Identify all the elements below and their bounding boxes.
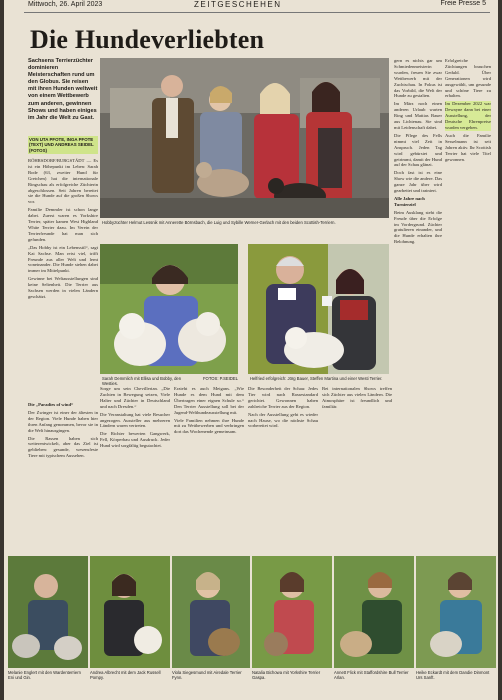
paragraph: Erzieht es auch Meigans. „Wie Hunde es dem Hund mit dem Übertragen einer eignen Schule so.“ Den Terrier Ausstellung soll bei der Jugend-Welthundeausstellung mit. bbox=[174, 386, 244, 415]
column-4 bbox=[248, 386, 318, 554]
paragraph: Viele Familien nehmen ihre Hunde mit zu Wettbewerben und verbringen dort das Wochenende gemeinsam. bbox=[174, 417, 244, 435]
paragraph: „Das Hobby ist ein Lebensstil“, sagt Kai Sachse. Man reist viel, trifft Freunde aus aller Welt und lernt voneinander. Die Hunde stehen dabei immer im Mittelpunkt. bbox=[28, 244, 98, 274]
bottom-photo-6 bbox=[416, 556, 496, 668]
bottom-caption-4: Natalia Bichowa mit Yorkshire Terrier Gaspa. bbox=[252, 670, 321, 680]
publication-name: Freie Presse 5 bbox=[440, 0, 486, 7]
photo-credit: FOTOS: P.SEIDEL bbox=[203, 376, 238, 381]
column-5 bbox=[394, 58, 442, 556]
paragraph: Die Veranstaltung hat viele Besucher angezogen. Aussteller aus mehreren Ländern waren vertreten. bbox=[100, 411, 170, 429]
bottom-photo-4 bbox=[252, 556, 332, 668]
bottom-photo-1 bbox=[8, 556, 88, 668]
column-4b bbox=[322, 386, 392, 554]
column-1-continued bbox=[28, 402, 98, 557]
paragraph: Die Richter bewerten Gangwerk, Fell, Körperbau und Ausdruck. Jeder Hund wird sorgfältig begutachtet. bbox=[100, 431, 170, 449]
page-header bbox=[4, 0, 498, 12]
lead-text: Sachsens Terrierzüchter dominieren Meisterschaften rund um den Globus. Sie reisen mit ihren Hunden weltweit von einem Wettbewerb zum anderen, gewinnen Shows und haben einiges im Jahr die Welt zu Gast. bbox=[28, 58, 98, 121]
paragraph: Beim Ausklang steht die Freude über die Erfolge im Vordergrund. Züchter gratulieren einander, und die Hunde erhalten ihre Belohnung. bbox=[394, 209, 442, 245]
top-photo bbox=[100, 58, 389, 218]
header-rule bbox=[24, 12, 490, 13]
bottom-caption-6: Heike Eckardt mit dem Dandie Dinmont Urs Sanft. bbox=[416, 670, 490, 680]
paragraph: Die Pflege des Fells nimmt viel Zeit in Anspruch. Jeden Tag wird gebürstet und getrimmt, damit der Hund auf der Schau glänzt. bbox=[394, 132, 442, 168]
issue-date: Mittwoch, 26. April 2023 bbox=[28, 1, 103, 8]
paragraph: Im März noch einen anderen Urlaub warten Ring und Mattias Bauer aus Lichtenau. Sie sind mit Leidenschaft dabei. bbox=[394, 101, 442, 130]
bottom-photo-2 bbox=[90, 556, 170, 668]
paragraph: Auch die Familie Sesselmann ist seit Jahren aktiv. Ihr Scottish Terrier hat viele Titel gewonnen. bbox=[445, 132, 491, 162]
caption-mid-left: Sarah Demmlich mit Ellisa und Bobby, den Westies. bbox=[102, 376, 182, 386]
bottom-caption-5: Annett Flick mit Staffordshire Bull Terrier Arlan. bbox=[334, 670, 409, 680]
mid-right-photo bbox=[248, 244, 389, 374]
mid-left-photo bbox=[100, 244, 238, 374]
bottom-caption-2: Andrea Albrecht mit dem Jack Russell Pompy. bbox=[90, 670, 161, 680]
section-title: ZEITGESCHEHEN bbox=[194, 0, 282, 9]
paragraph: Bei internationalen Shows treffen sich Züchter aus vielen Ländern. Die Atmosphäre ist freundlich und familiär. bbox=[322, 386, 392, 409]
paragraph: gern es nichts gar um Schmiedenmeisterin wurden, freuen Sie zwar Wettbewerb mit der Zuchtschau. In Fokus ist das Vorbild, die Welt der Hunde zu gestalten. bbox=[394, 58, 442, 99]
paragraph: Gewinne bei Weltausstellungen sind keine Seltenheit. Die Terrier aus Sachsen werden in vielen Ländern geschätzt. bbox=[28, 276, 98, 299]
paragraph: RÖHRSDORF/BURGSTÄDT — Es ist ein Höhepunkt im Leben: Sarah Bode (63, zweiter Hund für Gretchen) hat die internationale Ringschau als erfolgreiche Züchterin abgeschlossen. Seit Jahren bereitet sie die Hunde auf die großen Shows vor. bbox=[28, 158, 98, 205]
paragraph: Die Besonderheit der Schau: Jedes Tier wird nach Rassestandard gerichtet. Gewonnen haben zahlreiche Terrier aus der Region. bbox=[248, 386, 318, 409]
paragraph: Die Rassen haben sich weiterentwickelt, aber das Ziel ist geblieben: gesunde, wesensfeste Tiere mit typischem Aussehen. bbox=[28, 435, 98, 459]
paragraph: Sorge um sein Chevillerian. „Die Zuchten in Bewegung setzen, Viele Halter und Züchter in Deutschland und nach Dresden.“ bbox=[100, 386, 170, 409]
byline: VON UTA PFOTE, INGA PFOTE (TEXT) UND ANDREAS SEIDEL (FOTOS) bbox=[28, 136, 98, 154]
subheading: Alle Jahre nach Turnierziel bbox=[394, 195, 425, 207]
bottom-caption-3: Viola Siegesmund mit Airedale Terrier Fynn. bbox=[172, 670, 242, 680]
paragraph: Doch fast ist es eine Show wie die andere. Das ganze Jahr über wird gearbeitet und trainiert. bbox=[394, 170, 442, 194]
bottom-caption-1: Melanie Englert mit den Wardenterriern Eni und Gin. bbox=[8, 670, 81, 680]
column-2 bbox=[100, 386, 170, 554]
paragraph: Der Zwinger ist einer der ältesten in der Region. Viele Hunde haben hier ihren Anfang genommen, bevor sie in die Welt hinausgingen. bbox=[28, 409, 98, 433]
caption-top: Hobbyzüchter Helmut Lessnik mit Annerette Börnsbach, die Luig und Sybille Werner-Gerlach mit den beiden Scottish-Terriern. bbox=[102, 220, 336, 225]
bottom-photo-3 bbox=[172, 556, 250, 668]
paragraph: Familie Demmler ist schon lange dabei. Zuerst waren es Yorkshire Terrier, später kamen West Highland White Terrier dazu. Im Verein der Terrierfreunde hat man sich gefunden. bbox=[28, 207, 98, 242]
newspaper-page bbox=[4, 0, 498, 700]
bottom-photo-5 bbox=[334, 556, 414, 668]
caption-mid-right: Helfried erfolgreich: Jörg Bauer, Steffen Martina und einer Westi Terrier. bbox=[250, 376, 383, 381]
column-3 bbox=[174, 386, 244, 554]
subheading: Die „Paradies of wind“ bbox=[28, 402, 74, 407]
paragraph: Erfolgreiche Züchtungen brauchen Geduld. Über Generationen wird ausgewählt, um gesunde und schöne Tiere zu erhalten. bbox=[445, 58, 491, 99]
column-6 bbox=[445, 58, 491, 556]
column-1 bbox=[28, 158, 98, 398]
highlighted-paragraph: Im Dezember 2022 war Dewayne dann bei einer Ausstellung, der Deutsche Ehrenpreise wurden vergeben. bbox=[445, 101, 491, 130]
headline: Die Hundeverliebten bbox=[30, 25, 265, 54]
paragraph: Nach der Ausstellung geht es wieder nach Hause, wo die nächste Schau vorbereitet wird. bbox=[248, 411, 318, 429]
